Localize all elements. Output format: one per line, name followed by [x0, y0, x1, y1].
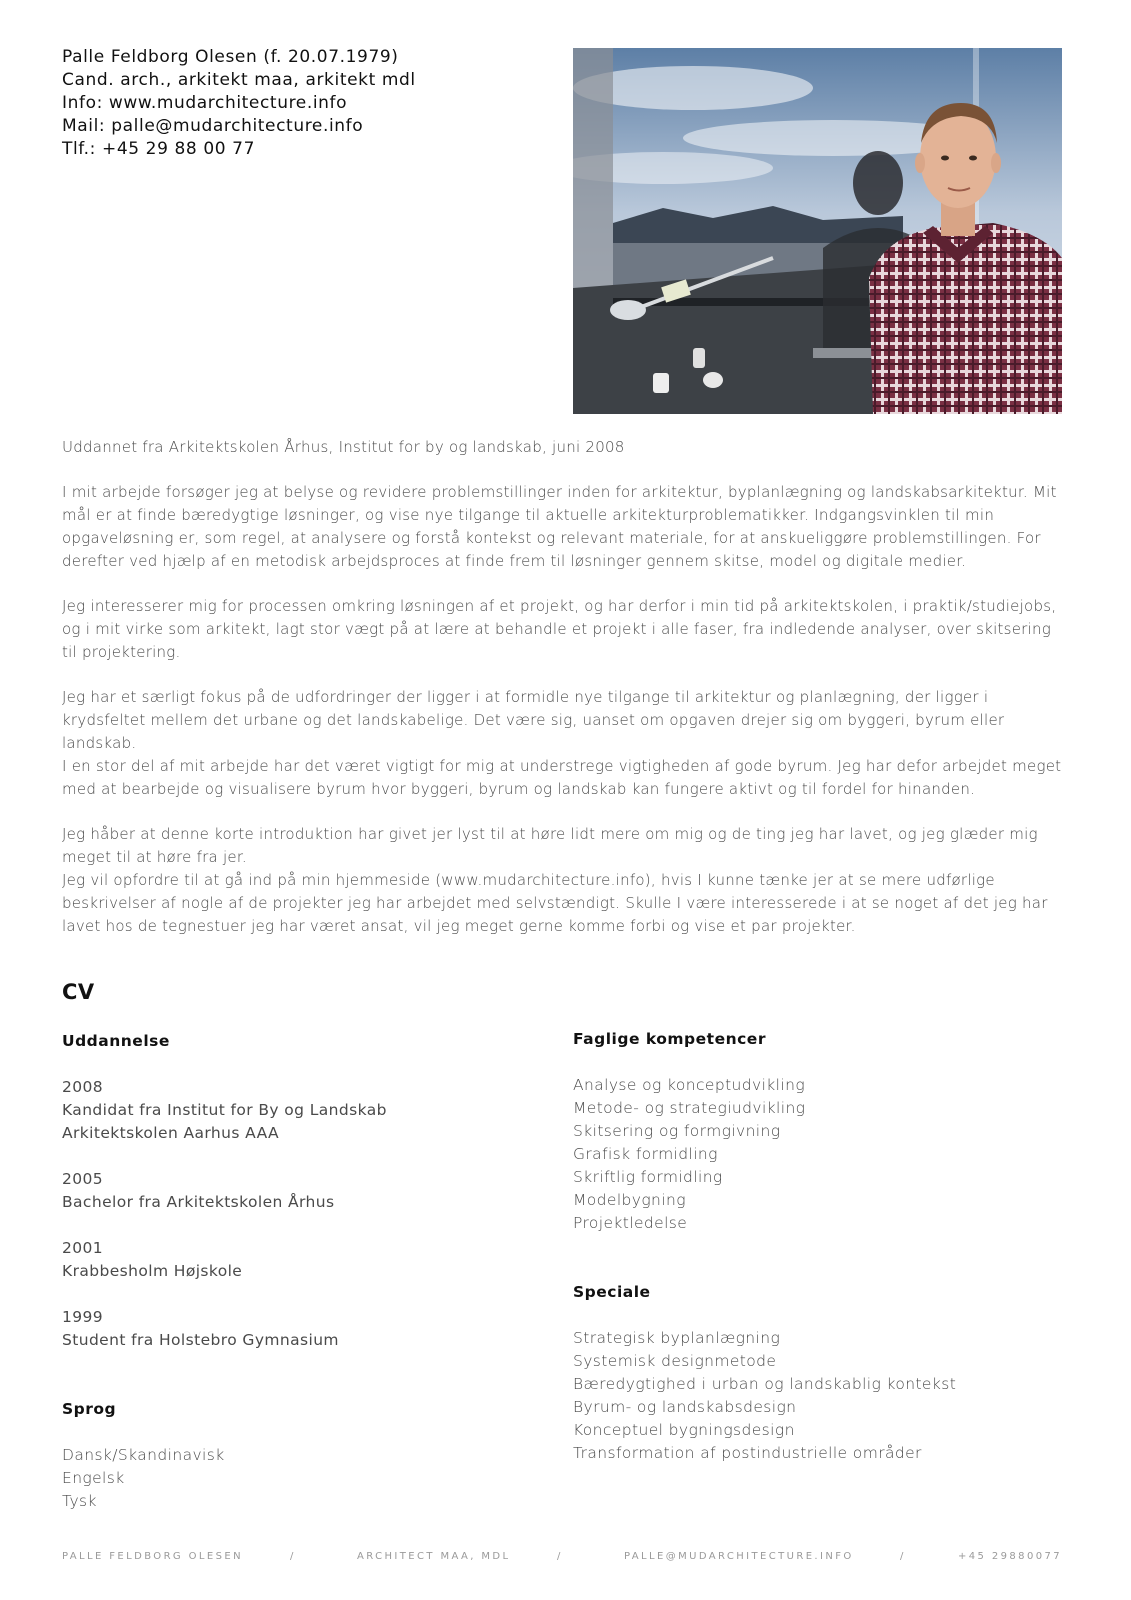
- cv-title: CV: [62, 980, 95, 1004]
- list-item: Metode- og strategiudvikling: [573, 1099, 806, 1117]
- list-item: Konceptuel bygningsdesign: [573, 1421, 795, 1439]
- list-item: Byrum- og landskabsdesign: [573, 1398, 797, 1416]
- list-item: Engelsk: [62, 1469, 125, 1487]
- education-year: 2008: [62, 1078, 104, 1096]
- intro-paragraph: Jeg har et særligt fokus på de udfordringer der ligger i at formidle nye tilgange til arkitektur og planlægning, der ligger i krydsfeltet mellem det urbane og det landskabelige. Det være sig, uanset om opgaven drejer sig om byggeri, byrum eller landskab. I en stor del af mit arbejde har det været vigtigt for mig at understrege vigtigheden af gode byrum. Jeg har defor arbejdet meget med at bearbejde og visualisere byrum hvor byggeri, byrum og landskab kan fungere aktivt og til fordel for hinanden.: [62, 688, 1062, 798]
- intro-paragraph: I mit arbejde forsøger jeg at belyse og revidere problemstillinger inden for arkitektur, byplanlægning og landskabsarkitektur. Mit mål er at finde bæredygtige løsninger, og vise nye tilgange til aktuelle arkitekturproblematikker. Indgangsvinklen til min opgaveløsning er, som regel, at analysere og forstå kontekst og relevant materiale, for at anskueliggøre problemstillingen. For derefter ved hjælp af en metodisk arbejdsproces at finde frem til løsninger gennem skitse, model og digitale medier.: [62, 483, 1057, 570]
- languages-heading: Sprog: [62, 1400, 117, 1418]
- education-entry: [62, 1306, 562, 1352]
- list-item: Analyse og konceptudvikling: [573, 1076, 806, 1094]
- education-heading: Uddannelse: [62, 1032, 170, 1050]
- intro-paragraph: Jeg håber at denne korte introduktion har givet jer lyst til at høre lidt mere om mig og de ting jeg har lavet, og jeg glæder mig meget til at høre fra jer. Jeg vil opfordre til at gå ind på min hjemmeside (www.mudarchitecture.info), hvis I kunne tænke jer at se mere udførlige beskrivelser af nogle af de projekter jeg har arbejdet med selvstændigt. Skulle I være interesserede i at se noget af det jeg har lavet hos de tegnestuer jeg har været ansat, vil jeg meget gerne komme forbi og vise et par projekter.: [62, 825, 1048, 935]
- education-year: 1999: [62, 1308, 104, 1326]
- list-item: Projektledelse: [573, 1214, 688, 1232]
- education-line: Kandidat fra Institut for By og Landskab: [62, 1101, 387, 1119]
- footer-title: ARCHITECT MAA, MDL: [357, 1551, 511, 1562]
- education-year: 2005: [62, 1170, 104, 1188]
- list-item: Dansk/Skandinavisk: [62, 1446, 225, 1464]
- list-item: Skriftlig formidling: [573, 1168, 723, 1186]
- competences-heading: Faglige kompetencer: [573, 1030, 766, 1048]
- list-item: Systemisk designmetode: [573, 1352, 777, 1370]
- cv-right-column: [573, 1028, 1073, 1465]
- cv-left-column: [62, 1030, 562, 1513]
- education-year: 2001: [62, 1239, 104, 1257]
- competences-list: [573, 1074, 1073, 1235]
- footer-phone: +45 29880077: [958, 1551, 1062, 1562]
- education-entry: [62, 1168, 562, 1214]
- footer-separator: /: [290, 1551, 296, 1562]
- portrait-photo: [573, 48, 1062, 414]
- contact-phone: Tlf.: +45 29 88 00 77: [62, 139, 256, 159]
- list-item: Transformation af postindustrielle områder: [573, 1444, 922, 1462]
- education-entry: [62, 1076, 562, 1145]
- list-item: Skitsering og formgivning: [573, 1122, 781, 1140]
- footer-email: PALLE@MUDARCHITECTURE.INFO: [624, 1551, 854, 1562]
- contact-email: Mail: palle@mudarchitecture.info: [62, 116, 364, 136]
- list-item: Grafisk formidling: [573, 1145, 718, 1163]
- specialty-list: [573, 1327, 1073, 1465]
- list-item: Strategisk byplanlægning: [573, 1329, 781, 1347]
- intro-paragraph: Jeg interesserer mig for processen omkring løsningen af et projekt, og har derfor i min tid på arkitektskolen, i praktik/studiejobs, og i mit virke som arkitekt, lagt stor vægt på at lære at behandle et projekt i alle faser, fra indledende analyser, over skitsering til projektering.: [62, 597, 1057, 661]
- education-line: Krabbesholm Højskole: [62, 1262, 243, 1280]
- list-item: Bæredygtighed i urban og landskablig kontekst: [573, 1375, 957, 1393]
- portrait-image: [573, 48, 1062, 414]
- introduction: [62, 436, 1062, 960]
- list-item: Modelbygning: [573, 1191, 686, 1209]
- languages-list: [62, 1444, 562, 1513]
- footer-name: PALLE FELDBORG OLESEN: [62, 1551, 243, 1562]
- contact-degree: Cand. arch., arkitekt maa, arkitekt mdl: [62, 70, 416, 90]
- contact-website: Info: www.mudarchitecture.info: [62, 93, 348, 113]
- education-line: Student fra Holstebro Gymnasium: [62, 1331, 339, 1349]
- contact-name: Palle Feldborg Olesen (f. 20.07.1979): [62, 47, 399, 67]
- intro-paragraph: Uddannet fra Arkitektskolen Århus, Institut for by og landskab, juni 2008: [62, 438, 625, 456]
- specialty-heading: Speciale: [573, 1283, 651, 1301]
- page-footer: [62, 1551, 1062, 1565]
- contact-header: [62, 46, 522, 161]
- education-entry: [62, 1237, 562, 1283]
- footer-separator: /: [900, 1551, 906, 1562]
- education-line: Arkitektskolen Aarhus AAA: [62, 1124, 280, 1142]
- education-line: Bachelor fra Arkitektskolen Århus: [62, 1193, 335, 1211]
- footer-separator: /: [557, 1551, 563, 1562]
- list-item: Tysk: [62, 1492, 97, 1510]
